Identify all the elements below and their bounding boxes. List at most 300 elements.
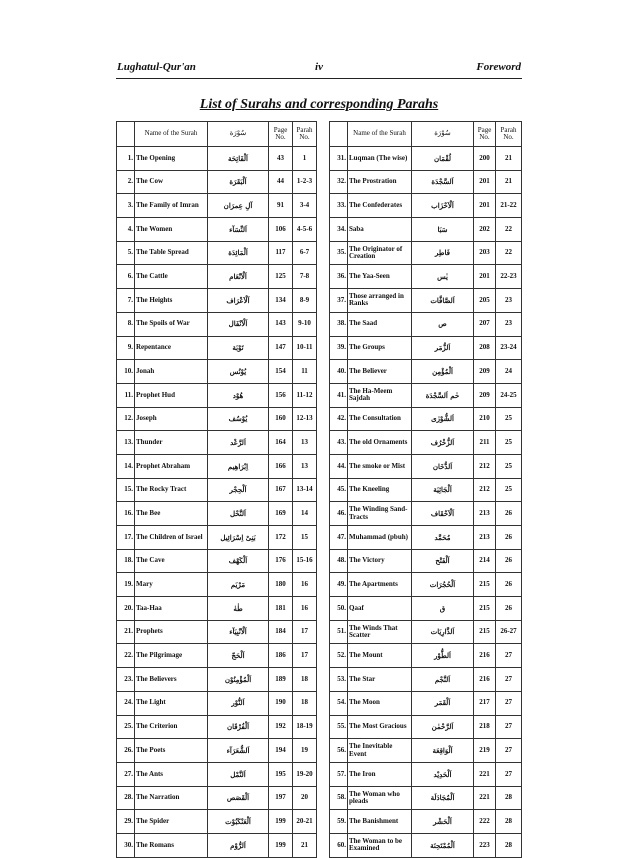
table-row	[330, 762, 522, 786]
surah-page-number: 210	[474, 407, 496, 431]
surah-parah-number: 17	[293, 620, 317, 644]
surah-english-name: The Ants	[135, 762, 208, 786]
surah-page-number: 208	[474, 336, 496, 360]
surah-parah-number: 25	[496, 431, 522, 455]
surah-parah-number: 18-19	[293, 715, 317, 739]
surah-number: 59.	[330, 810, 348, 834]
surah-english-name: The Confederates	[348, 194, 412, 218]
surah-english-name: Luqman (The wise)	[348, 147, 412, 171]
table-row	[117, 170, 317, 194]
table-row	[117, 668, 317, 692]
table-row	[330, 597, 522, 621]
surah-english-name: Saba	[348, 218, 412, 242]
surah-english-name: The Believer	[348, 360, 412, 384]
table-row	[330, 715, 522, 739]
surah-parah-number: 26	[496, 573, 522, 597]
surah-parah-number: 25	[496, 407, 522, 431]
column-header-name: Name of the Surah	[348, 122, 412, 147]
surah-parah-number: 21-22	[496, 194, 522, 218]
surah-arabic-name: اَلْفَتْح	[412, 549, 474, 573]
surah-page-number: 44	[269, 170, 293, 194]
surah-arabic-name: اَلْحَشْر	[412, 810, 474, 834]
surah-page-number: 190	[269, 691, 293, 715]
surah-english-name: The Light	[135, 691, 208, 715]
surah-number: 26.	[117, 739, 135, 763]
surah-english-name: Joseph	[135, 407, 208, 431]
surah-number: 32.	[330, 170, 348, 194]
table-row	[330, 170, 522, 194]
surah-english-name: The Apartments	[348, 573, 412, 597]
surah-parah-number: 21	[293, 833, 317, 857]
surah-parah-number: 13	[293, 454, 317, 478]
table-row	[330, 810, 522, 834]
surah-parah-number: 28	[496, 786, 522, 810]
surah-parah-number: 9-10	[293, 312, 317, 336]
surah-arabic-name: فَاطِر	[412, 241, 474, 265]
surah-english-name: The Star	[348, 668, 412, 692]
surah-english-name: Repentance	[135, 336, 208, 360]
surah-table-right	[329, 121, 522, 858]
surah-english-name: The Spider	[135, 810, 208, 834]
surah-parah-number: 15	[293, 526, 317, 550]
surah-page-number: 214	[474, 549, 496, 573]
surah-page-number: 189	[269, 668, 293, 692]
surah-parah-number: 21	[496, 147, 522, 171]
surah-parah-number: 19-20	[293, 762, 317, 786]
surah-english-name: Prophet Hud	[135, 383, 208, 407]
surah-number: 60.	[330, 833, 348, 857]
surah-arabic-name: لُقْمَان	[412, 147, 474, 171]
surah-english-name: The old Ornaments	[348, 431, 412, 455]
table-row	[330, 312, 522, 336]
surah-parah-number: 27	[496, 644, 522, 668]
surah-number: 36.	[330, 265, 348, 289]
table-row	[117, 762, 317, 786]
surah-english-name: Prophets	[135, 620, 208, 644]
surah-parah-number: 4-5-6	[293, 218, 317, 242]
table-row	[117, 383, 317, 407]
surah-english-name: The Poets	[135, 739, 208, 763]
surah-arabic-name: اَلْحَجّ	[208, 644, 269, 668]
surah-english-name: Thunder	[135, 431, 208, 455]
surah-parah-number: 25	[496, 454, 522, 478]
surah-english-name: The Ha-Meem Sajdah	[348, 383, 412, 407]
surah-arabic-name: اَلدُّخَان	[412, 454, 474, 478]
surah-parah-number: 19	[293, 739, 317, 763]
surah-english-name: The Opening	[135, 147, 208, 171]
surah-parah-number: 1-2-3	[293, 170, 317, 194]
surah-number: 9.	[117, 336, 135, 360]
table-row	[330, 668, 522, 692]
surah-arabic-name: مُحَمَّد	[412, 526, 474, 550]
surah-parah-number: 12-13	[293, 407, 317, 431]
surah-number: 49.	[330, 573, 348, 597]
surah-page-number: 213	[474, 526, 496, 550]
surah-parah-number: 16	[293, 573, 317, 597]
surah-arabic-name: اَلْاَنْعَام	[208, 265, 269, 289]
surah-number: 12.	[117, 407, 135, 431]
surah-number: 57.	[330, 762, 348, 786]
surah-parah-number: 24	[496, 360, 522, 384]
surah-page-number: 203	[474, 241, 496, 265]
table-row	[117, 431, 317, 455]
surah-parah-number: 26	[496, 526, 522, 550]
surah-parah-number: 6-7	[293, 241, 317, 265]
surah-page-number: 194	[269, 739, 293, 763]
surah-number: 4.	[117, 218, 135, 242]
table-row	[117, 454, 317, 478]
table-row	[117, 810, 317, 834]
table-row	[330, 454, 522, 478]
table-row	[117, 597, 317, 621]
surah-arabic-name: اَلْقَمَر	[412, 691, 474, 715]
surah-number: 33.	[330, 194, 348, 218]
surah-page-number: 201	[474, 170, 496, 194]
surah-english-name: The Narration	[135, 786, 208, 810]
surah-page-number: 218	[474, 715, 496, 739]
surah-parah-number: 15-16	[293, 549, 317, 573]
table-row	[117, 739, 317, 763]
surah-english-name: The smoke or Mist	[348, 454, 412, 478]
surah-page-number: 197	[269, 786, 293, 810]
surah-parah-number: 25	[496, 478, 522, 502]
table-row	[117, 573, 317, 597]
surah-number: 40.	[330, 360, 348, 384]
surah-number: 47.	[330, 526, 348, 550]
surah-arabic-name: اَلطُّوْر	[412, 644, 474, 668]
surah-page-number: 211	[474, 431, 496, 455]
surah-english-name: The Yaa-Seen	[348, 265, 412, 289]
surah-number: 41.	[330, 383, 348, 407]
surah-english-name: The Table Spread	[135, 241, 208, 265]
surah-parah-number: 8-9	[293, 289, 317, 313]
surah-number: 27.	[117, 762, 135, 786]
surah-page-number: 143	[269, 312, 293, 336]
surah-page-number: 117	[269, 241, 293, 265]
surah-number: 15.	[117, 478, 135, 502]
surah-arabic-name: اَلْمُمْتَحِنَة	[412, 833, 474, 857]
surah-page-number: 217	[474, 691, 496, 715]
surah-parah-number: 14	[293, 502, 317, 526]
surah-page-number: 221	[474, 786, 496, 810]
surah-number: 42.	[330, 407, 348, 431]
running-header	[116, 58, 522, 79]
surah-number: 28.	[117, 786, 135, 810]
surah-arabic-name: اَلنِّسَآء	[208, 218, 269, 242]
surah-number: 43.	[330, 431, 348, 455]
surah-arabic-name: اَلنَّمْل	[208, 762, 269, 786]
surah-parah-number: 16	[293, 597, 317, 621]
surah-page-number: 219	[474, 739, 496, 763]
surah-number: 14.	[117, 454, 135, 478]
table-row	[330, 147, 522, 171]
table-row	[117, 336, 317, 360]
surah-arabic-name: اَلْوَاقِعَة	[412, 739, 474, 763]
surah-page-number: 91	[269, 194, 293, 218]
surah-arabic-name: يٰس	[412, 265, 474, 289]
surah-parah-number: 24-25	[496, 383, 522, 407]
surah-english-name: Taa-Haa	[135, 597, 208, 621]
surah-page-number: 205	[474, 289, 496, 313]
table-row	[330, 691, 522, 715]
surah-parah-number: 23	[496, 289, 522, 313]
surah-english-name: The Women	[135, 218, 208, 242]
surah-number: 37.	[330, 289, 348, 313]
surah-english-name: The Banishment	[348, 810, 412, 834]
surah-arabic-name: اَلْبَقَرَة	[208, 170, 269, 194]
table-row	[117, 502, 317, 526]
table-row	[330, 431, 522, 455]
surah-arabic-name: اَلْفُرْقَان	[208, 715, 269, 739]
column-header-arabic: سُوْرَة	[208, 122, 269, 147]
surah-number: 2.	[117, 170, 135, 194]
surah-english-name: Muhammad (pbuh)	[348, 526, 412, 550]
surah-number: 11.	[117, 383, 135, 407]
surah-english-name: The Groups	[348, 336, 412, 360]
surah-parah-number: 13	[293, 431, 317, 455]
surah-arabic-name: اَلْاَحْزَاب	[412, 194, 474, 218]
surah-number: 19.	[117, 573, 135, 597]
surah-number: 58.	[330, 786, 348, 810]
surah-arabic-name: اَلْحَدِيْد	[412, 762, 474, 786]
surah-arabic-name: اَلْفَاتِحَة	[208, 147, 269, 171]
surah-number: 16.	[117, 502, 135, 526]
surah-page-number: 167	[269, 478, 293, 502]
column-header-arabic: سُوْرَة	[412, 122, 474, 147]
surah-page-number: 215	[474, 573, 496, 597]
table-row	[330, 194, 522, 218]
surah-arabic-name: اَلشُّوْرٰى	[412, 407, 474, 431]
surah-page-number: 181	[269, 597, 293, 621]
surah-page-number: 43	[269, 147, 293, 171]
table-row	[330, 360, 522, 384]
surah-number: 31.	[330, 147, 348, 171]
table-row	[117, 715, 317, 739]
surah-parah-number: 11-12	[293, 383, 317, 407]
surah-english-name: The Spoils of War	[135, 312, 208, 336]
surah-arabic-name: اَلْمَائِدَة	[208, 241, 269, 265]
surah-page-number: 216	[474, 668, 496, 692]
surah-number: 8.	[117, 312, 135, 336]
surah-english-name: The Cattle	[135, 265, 208, 289]
surah-arabic-name: بَنِىْ اِسْرَائِيل	[208, 526, 269, 550]
surah-english-name: The Victory	[348, 549, 412, 573]
surah-english-name: The Heights	[135, 289, 208, 313]
surah-number: 20.	[117, 597, 135, 621]
surah-arabic-name: اَلزُّمَر	[412, 336, 474, 360]
table-row	[117, 194, 317, 218]
surah-english-name: The Iron	[348, 762, 412, 786]
column-header-page: Page No.	[474, 122, 496, 147]
surah-parah-number: 26-27	[496, 620, 522, 644]
surah-arabic-name: اَلرُّوْم	[208, 833, 269, 857]
table-row	[117, 312, 317, 336]
surah-arabic-name: اَلْاَنْبِيَآء	[208, 620, 269, 644]
surah-english-name: Jonah	[135, 360, 208, 384]
surah-page-number: 201	[474, 194, 496, 218]
table-row	[117, 218, 317, 242]
table-row	[330, 620, 522, 644]
surah-page-number: 209	[474, 383, 496, 407]
surah-page-number: 215	[474, 597, 496, 621]
surah-parah-number: 18	[293, 668, 317, 692]
surah-arabic-name: اَلْعَنْكَبُوْت	[208, 810, 269, 834]
table-row	[330, 218, 522, 242]
table-row	[330, 573, 522, 597]
surah-page-number: 180	[269, 573, 293, 597]
surah-arabic-name: اَلْاَحْقَاف	[412, 502, 474, 526]
surah-arabic-name: اَلْاَنْفَال	[208, 312, 269, 336]
table-row	[117, 241, 317, 265]
surah-parah-number: 22	[496, 218, 522, 242]
surah-parah-number: 27	[496, 762, 522, 786]
table-row	[117, 265, 317, 289]
table-row	[117, 526, 317, 550]
surah-arabic-name: اَلْمُجَادَلَة	[412, 786, 474, 810]
surah-arabic-name: اَلْقَصَص	[208, 786, 269, 810]
surah-number: 22.	[117, 644, 135, 668]
surah-number: 44.	[330, 454, 348, 478]
surah-arabic-name: اَلْمُؤْمِنُوْن	[208, 668, 269, 692]
surah-number: 45.	[330, 478, 348, 502]
surah-english-name: Prophet Abraham	[135, 454, 208, 478]
surah-page-number: 199	[269, 810, 293, 834]
surah-arabic-name: اَلنُّوْر	[208, 691, 269, 715]
table-row	[117, 644, 317, 668]
surah-parah-number: 13-14	[293, 478, 317, 502]
surah-parah-number: 28	[496, 833, 522, 857]
surah-arabic-name: اَلْكَهْف	[208, 549, 269, 573]
surah-number: 10.	[117, 360, 135, 384]
surah-number: 51.	[330, 620, 348, 644]
surah-parah-number: 22-23	[496, 265, 522, 289]
surah-english-name: The Saad	[348, 312, 412, 336]
surah-parah-number: 7-8	[293, 265, 317, 289]
surah-parah-number: 26	[496, 502, 522, 526]
surah-arabic-name: اَلْجَاثِيَة	[412, 478, 474, 502]
surah-parah-number: 1	[293, 147, 317, 171]
surah-english-name: The Winds That Scatter	[348, 620, 412, 644]
surah-english-name: The Children of Israel	[135, 526, 208, 550]
surah-page-number: 222	[474, 810, 496, 834]
surah-parah-number: 27	[496, 668, 522, 692]
surah-page-number: 207	[474, 312, 496, 336]
table-row	[330, 336, 522, 360]
surah-english-name: The Most Gracious	[348, 715, 412, 739]
surah-page-number: 216	[474, 644, 496, 668]
surah-page-number: 106	[269, 218, 293, 242]
surah-arabic-name: اَلْمُؤْمِن	[412, 360, 474, 384]
surah-arabic-name: حٰم اَلسَّجْدَة	[412, 383, 474, 407]
table-row	[330, 289, 522, 313]
surah-page-number: 200	[474, 147, 496, 171]
header-blank-cell	[330, 122, 348, 147]
surah-number: 52.	[330, 644, 348, 668]
header-section: Foreword	[476, 61, 521, 73]
surah-english-name: The Consultation	[348, 407, 412, 431]
surah-parah-number: 22	[496, 241, 522, 265]
surah-english-name: The Woman to be Examined	[348, 833, 412, 857]
surah-english-name: The Originator of Creation	[348, 241, 412, 265]
surah-number: 46.	[330, 502, 348, 526]
surah-page-number: 164	[269, 431, 293, 455]
header-book-title: Lughatul-Qur'an	[117, 61, 196, 73]
table-row	[330, 739, 522, 763]
surah-parah-number: 28	[496, 810, 522, 834]
surah-page-number: 212	[474, 454, 496, 478]
column-header-page: Page No.	[269, 122, 293, 147]
table-row	[117, 289, 317, 313]
surah-number: 6.	[117, 265, 135, 289]
surah-english-name: Qaaf	[348, 597, 412, 621]
surah-parah-number: 17	[293, 644, 317, 668]
column-header-parah: Parah No.	[293, 122, 317, 147]
surah-page-number: 199	[269, 833, 293, 857]
surah-parah-number: 26	[496, 549, 522, 573]
surah-number: 56.	[330, 739, 348, 763]
surah-parah-number: 20	[293, 786, 317, 810]
surah-arabic-name: اَلنَّحْل	[208, 502, 269, 526]
surah-number: 35.	[330, 241, 348, 265]
table-row	[330, 644, 522, 668]
surah-parah-number: 27	[496, 691, 522, 715]
table-row	[117, 478, 317, 502]
table-row	[330, 241, 522, 265]
surah-english-name: The Romans	[135, 833, 208, 857]
surah-arabic-name: اَلْحُجُرَات	[412, 573, 474, 597]
surah-number: 17.	[117, 526, 135, 550]
surah-english-name: The Inevitable Event	[348, 739, 412, 763]
surah-number: 24.	[117, 691, 135, 715]
surah-number: 30.	[117, 833, 135, 857]
surah-number: 39.	[330, 336, 348, 360]
surah-english-name: The Rocky Tract	[135, 478, 208, 502]
surah-english-name: Those arranged in Ranks	[348, 289, 412, 313]
surah-english-name: The Criterion	[135, 715, 208, 739]
surah-page-number: 154	[269, 360, 293, 384]
surah-english-name: The Prostration	[348, 170, 412, 194]
surah-parah-number: 27	[496, 739, 522, 763]
surah-english-name: The Mount	[348, 644, 412, 668]
surah-page-number: 192	[269, 715, 293, 739]
surah-arabic-name: سَبَا	[412, 218, 474, 242]
surah-arabic-name: اَلْحِجْر	[208, 478, 269, 502]
surah-page-number: 186	[269, 644, 293, 668]
table-row	[117, 407, 317, 431]
surah-number: 34.	[330, 218, 348, 242]
surah-page-number: 212	[474, 478, 496, 502]
table-row	[117, 691, 317, 715]
surah-arabic-name: اَلصَّافَّات	[412, 289, 474, 313]
surah-number: 7.	[117, 289, 135, 313]
surah-parah-number: 18	[293, 691, 317, 715]
table-header-row	[330, 122, 522, 147]
table-row	[117, 786, 317, 810]
surah-number: 18.	[117, 549, 135, 573]
surah-page-number: 202	[474, 218, 496, 242]
surah-number: 38.	[330, 312, 348, 336]
surah-arabic-name: اَلنَّجْم	[412, 668, 474, 692]
table-row	[330, 526, 522, 550]
surah-page-number: 215	[474, 620, 496, 644]
surah-parah-number: 10-11	[293, 336, 317, 360]
surah-arabic-name: اَلْاَعْرَاف	[208, 289, 269, 313]
surah-page-number: 213	[474, 502, 496, 526]
surah-english-name: The Winding Sand-Tracts	[348, 502, 412, 526]
surah-arabic-name: ق	[412, 597, 474, 621]
surah-page-number: 166	[269, 454, 293, 478]
table-row	[117, 620, 317, 644]
